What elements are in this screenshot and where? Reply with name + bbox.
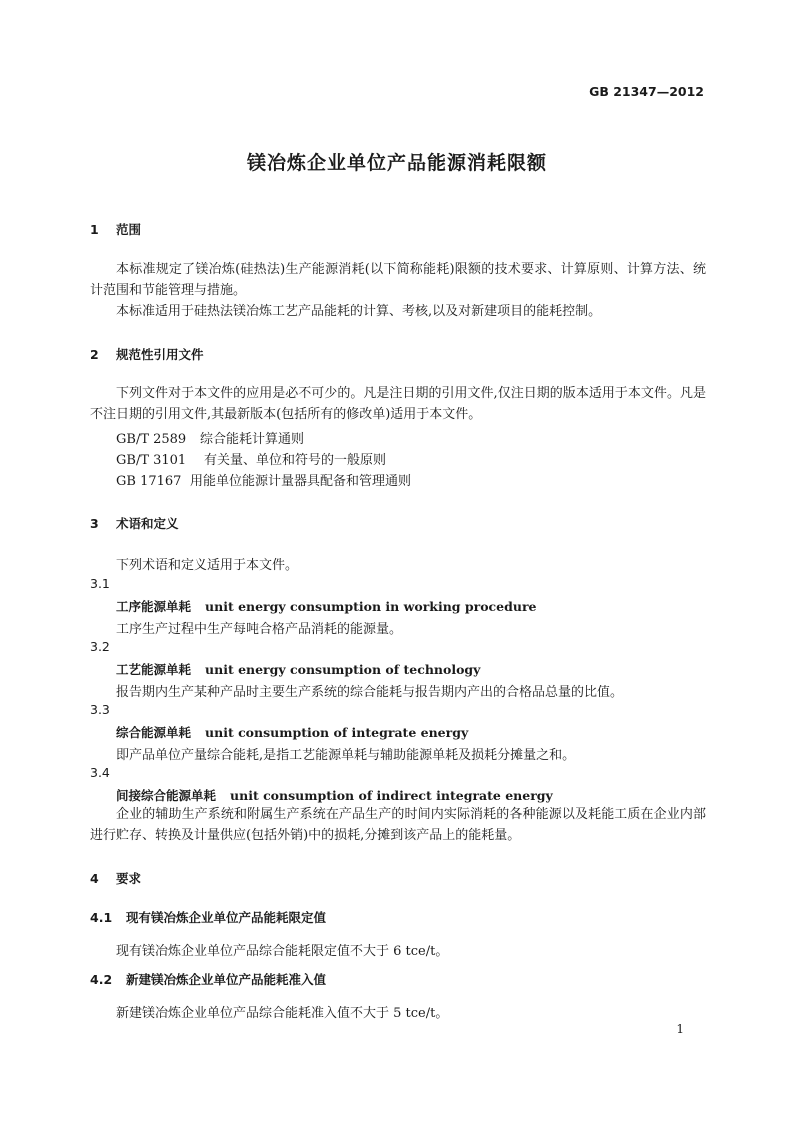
section-title: 规范性引用文件 bbox=[116, 347, 204, 362]
term-en: unit energy consumption in working procedure bbox=[205, 599, 537, 614]
subsection-number: 4.2 bbox=[90, 972, 113, 987]
subsection-4-1-heading bbox=[90, 908, 326, 926]
subsection-4-2-heading bbox=[90, 970, 326, 988]
section-3-intro: 下列术语和定义适用于本文件。 bbox=[116, 558, 299, 573]
subsection-number: 4.1 bbox=[90, 910, 113, 925]
reference-title: 有关量、单位和符号的一般原则 bbox=[204, 453, 387, 468]
term-definition: 即产品单位产量综合能耗,是指工艺能源单耗与辅助能源单耗及损耗分摊量之和。 bbox=[116, 748, 576, 763]
section-title: 范围 bbox=[116, 222, 142, 237]
term-number: 3.3 bbox=[90, 702, 110, 717]
section-1-paragraph-2: 本标准适用于硅热法镁冶炼工艺产品能耗的计算、考核,以及对新建项目的能耗控制。 bbox=[116, 304, 602, 319]
term-zh: 间接综合能源单耗 bbox=[116, 788, 217, 803]
section-number: 2 bbox=[90, 347, 99, 362]
section-title: 要求 bbox=[116, 871, 142, 886]
subsection-4-1-text: 现有镁冶炼企业单位产品综合能耗限定值不大于 6 tce/t。 bbox=[116, 944, 449, 959]
section-2-paragraph-1: 下列文件对于本文件的应用是必不可少的。凡是注日期的引用文件,仅注日期的版本适用于本文件。凡是不注日期的引用文件,其最新版本(包括所有的修改单)适用于本文件。 bbox=[90, 386, 706, 422]
section-4-heading bbox=[90, 869, 141, 887]
term-number: 3.4 bbox=[90, 765, 110, 780]
reference-item bbox=[116, 470, 411, 489]
term-heading bbox=[116, 660, 480, 678]
section-3-heading bbox=[90, 514, 179, 532]
term-heading bbox=[116, 723, 468, 741]
reference-item bbox=[116, 449, 386, 468]
term-en: unit consumption of integrate energy bbox=[205, 725, 469, 740]
term-en: unit energy consumption of technology bbox=[205, 662, 481, 677]
reference-title: 用能单位能源计量器具配备和管理通则 bbox=[190, 474, 412, 489]
reference-title: 综合能耗计算通则 bbox=[200, 432, 305, 447]
reference-code: GB/T 2589 bbox=[116, 432, 187, 447]
term-definition: 企业的辅助生产系统和附属生产系统在产品生产的时间内实际消耗的各种能源以及耗能工质在企业内部进行贮存、转换及计量供应(包括外销)中的损耗,分摊到该产品上的能耗量。 bbox=[90, 807, 706, 843]
page-number: 1 bbox=[676, 1022, 684, 1036]
section-title: 术语和定义 bbox=[116, 516, 179, 531]
subsection-title: 现有镁冶炼企业单位产品能耗限定值 bbox=[126, 910, 327, 925]
term-number: 3.1 bbox=[90, 576, 110, 591]
term-zh: 综合能源单耗 bbox=[116, 725, 192, 740]
reference-code: GB/T 3101 bbox=[116, 453, 187, 468]
term-number: 3.2 bbox=[90, 639, 110, 654]
section-1-paragraph-1: 本标准规定了镁冶炼(硅热法)生产能源消耗(以下简称能耗)限额的技术要求、计算原则、计算方法、统计范围和节能管理与措施。 bbox=[90, 262, 706, 298]
reference-item bbox=[116, 428, 304, 447]
section-number: 4 bbox=[90, 871, 99, 886]
term-heading bbox=[116, 597, 537, 615]
term-zh: 工艺能源单耗 bbox=[116, 662, 192, 677]
document-title: 镁冶炼企业单位产品能源消耗限额 bbox=[246, 152, 547, 174]
section-number: 1 bbox=[90, 222, 99, 237]
subsection-title: 新建镁冶炼企业单位产品能耗准入值 bbox=[126, 972, 327, 987]
term-definition: 工序生产过程中生产每吨合格产品消耗的能源量。 bbox=[116, 622, 403, 637]
term-zh: 工序能源单耗 bbox=[116, 599, 192, 614]
reference-code: GB 17167 bbox=[116, 474, 182, 489]
term-heading bbox=[116, 786, 553, 804]
section-2-heading bbox=[90, 345, 204, 363]
section-number: 3 bbox=[90, 516, 99, 531]
term-en: unit consumption of indirect integrate energy bbox=[230, 788, 553, 803]
term-definition: 报告期内生产某种产品时主要生产系统的综合能耗与报告期内产出的合格品总量的比值。 bbox=[116, 685, 624, 700]
section-1-heading bbox=[90, 220, 141, 238]
subsection-4-2-text: 新建镁冶炼企业单位产品综合能耗准入值不大于 5 tce/t。 bbox=[116, 1006, 449, 1021]
standard-code: GB 21347—2012 bbox=[589, 84, 704, 99]
